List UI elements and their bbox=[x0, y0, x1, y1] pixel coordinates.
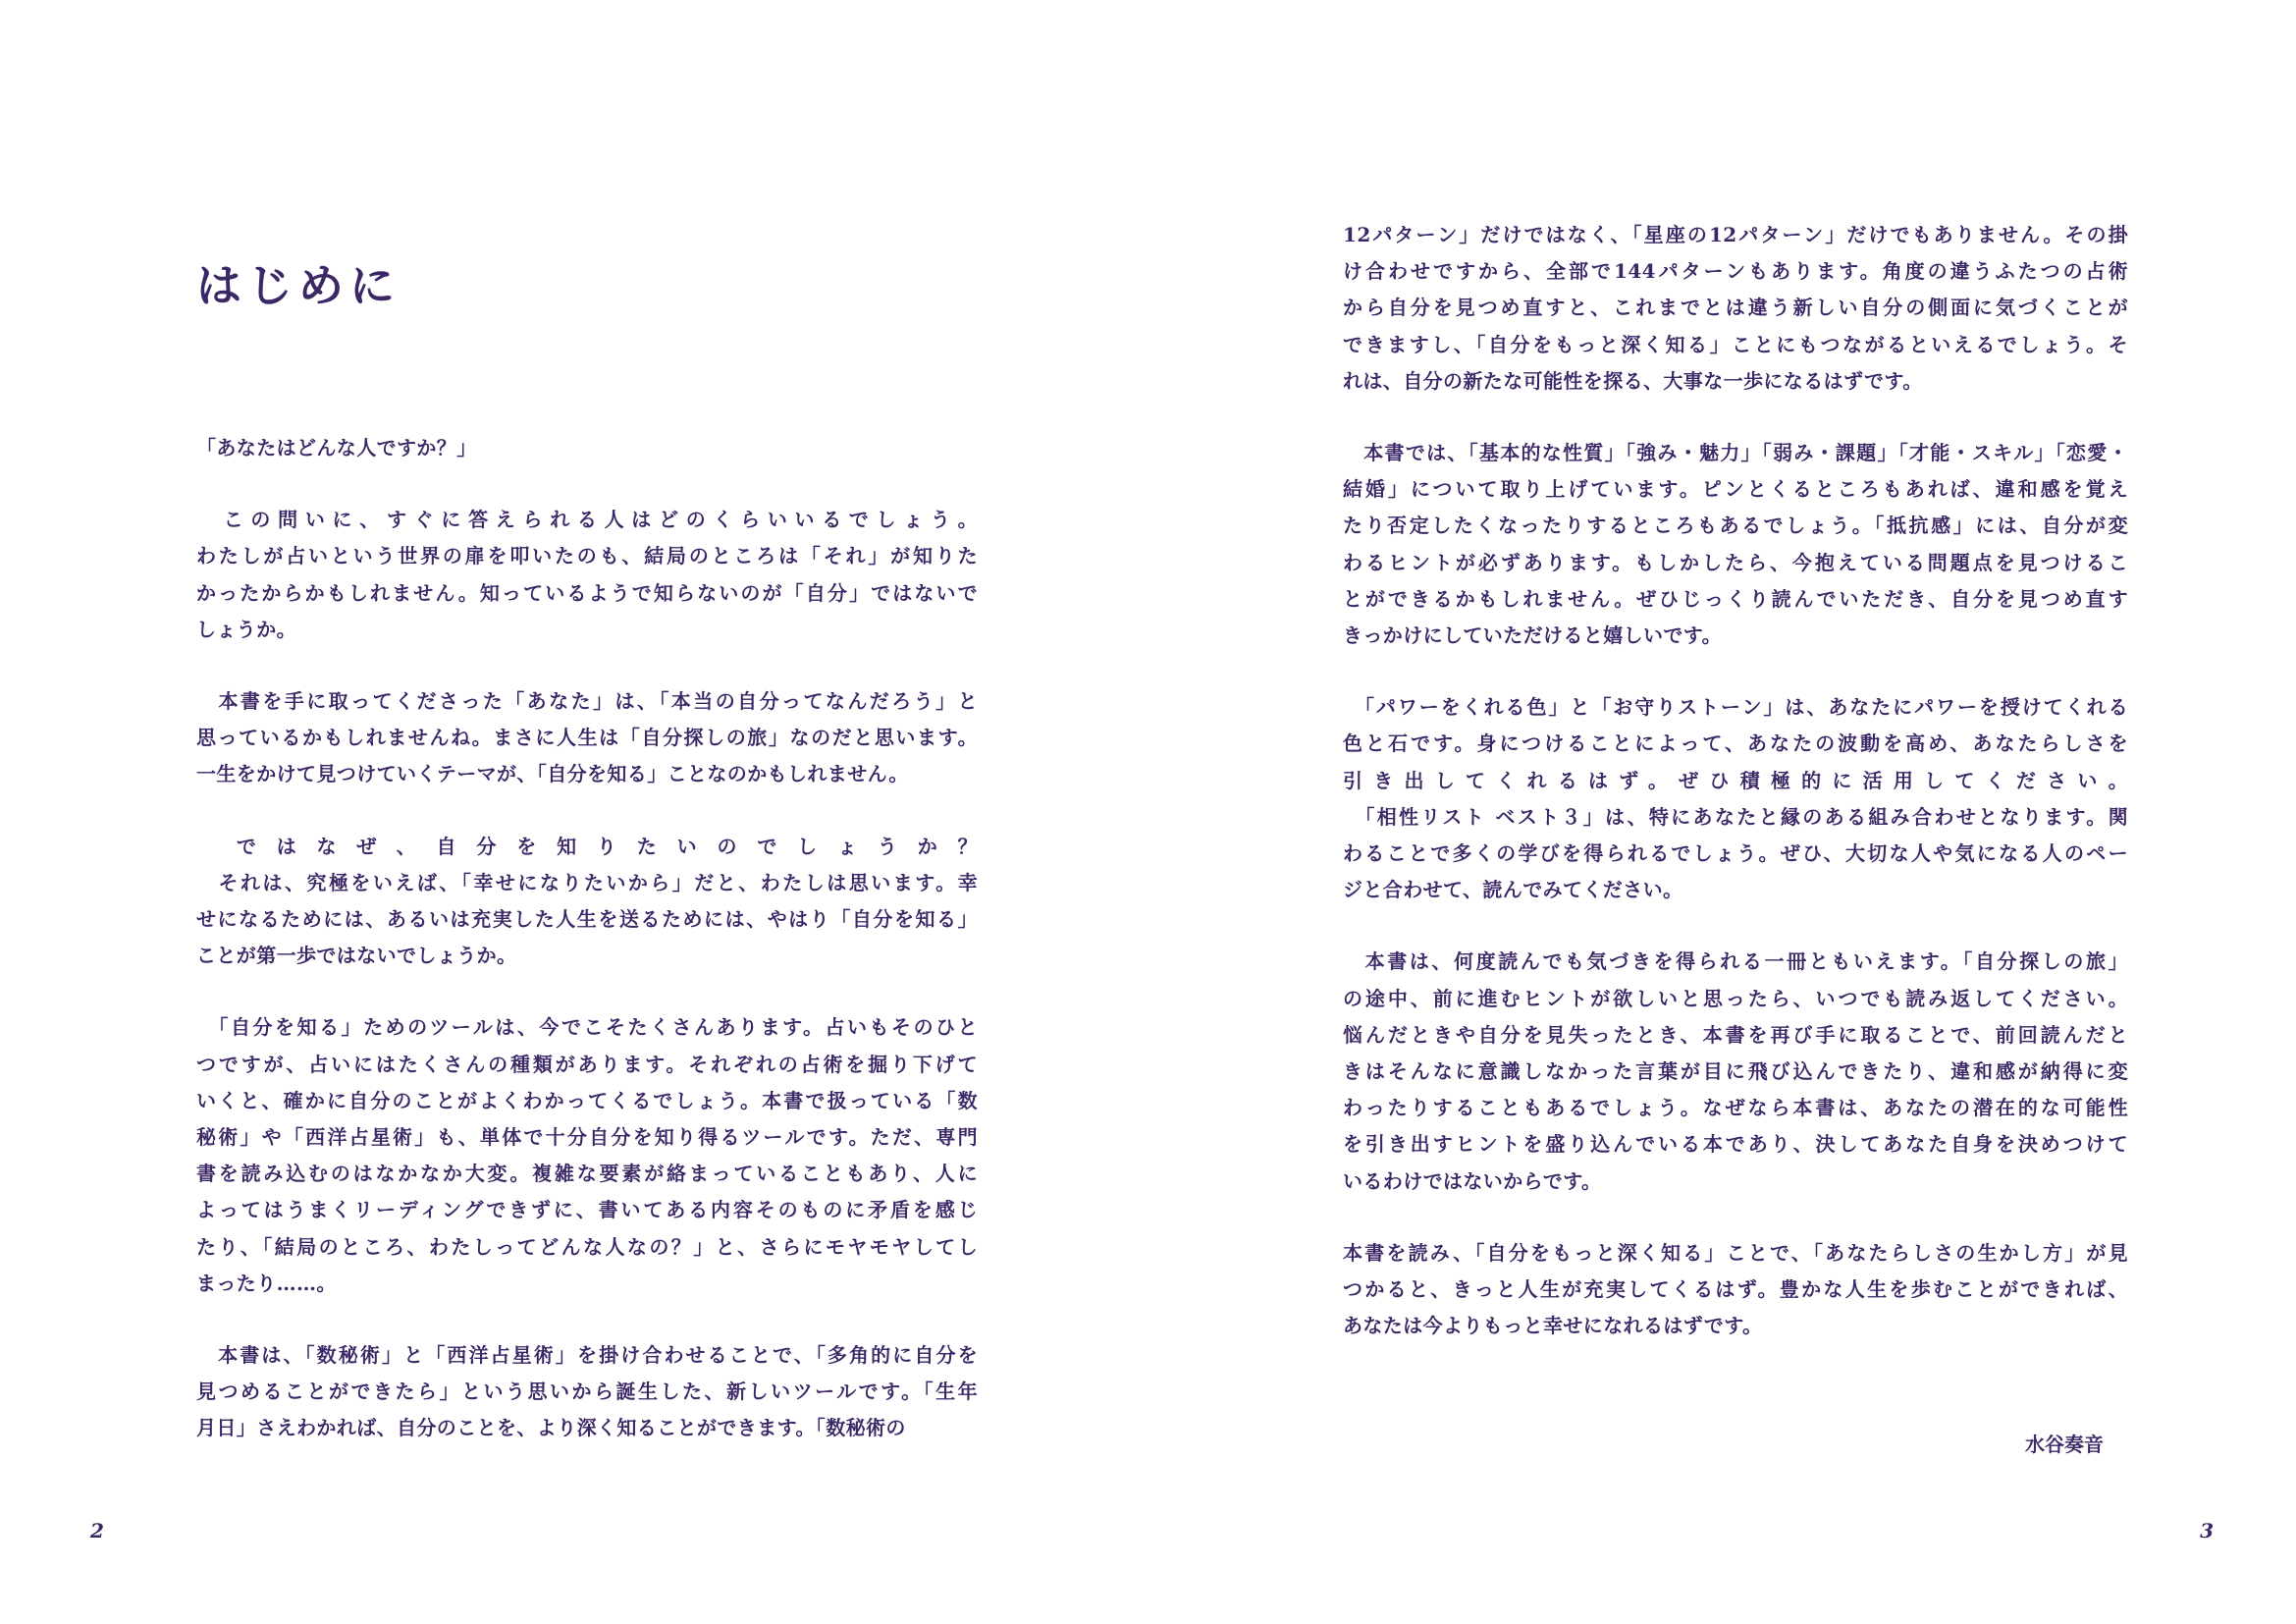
text-line: 一生をかけて見つけていくテーマが、「自分を知る」ことなのかもしれません。 bbox=[196, 762, 909, 786]
paragraph bbox=[1343, 689, 2128, 908]
text-line: わったりすることもあるでしょう。なぜなら本書は、あなたの潜在的な可能性 bbox=[1343, 1096, 2128, 1120]
text-line: 書を読み込むのはなかなか大変。複雑な要素が絡まっていることもあり、人に bbox=[196, 1162, 978, 1186]
text-line: しょうか。 bbox=[196, 617, 296, 641]
text-line: きっかけにしていただけると嬉しいです。 bbox=[1343, 623, 1722, 648]
text-line: 本書を手に取ってくださった「あなた」は、「本当の自分ってなんだろう」と bbox=[196, 689, 978, 714]
text-line: できますし、「自分をもっと深く知る」ことにもつながるといえるでしょう。そ bbox=[1343, 332, 2128, 356]
text-line: まったり……。 bbox=[196, 1271, 337, 1295]
text-line: わることで多くの学びを得られるでしょう。ぜひ、大切な人や気になる人のペー bbox=[1343, 841, 2128, 866]
text-line: 色と石です。身につけることによって、あなたの波動を高め、あなたらしさを bbox=[1343, 731, 2128, 756]
paragraph bbox=[1343, 435, 2128, 654]
paragraph bbox=[1343, 217, 2128, 400]
page-number-left: 2 bbox=[90, 1519, 104, 1543]
text-line: 「パワーをくれる色」と「お守りストーン」は、あなたにパワーを授けてくれる bbox=[1343, 695, 2128, 720]
text-line: いくと、確かに自分のことがよくわかってくるでしょう。本書で扱っている「数 bbox=[196, 1088, 978, 1112]
text-line: つですが、占いにはたくさんの種類があります。それぞれの占術を掘り下げて bbox=[196, 1052, 978, 1076]
text-line: 秘術」や「西洋占星術」も、単体で十分自分を知り得るツールです。ただ、専門 bbox=[196, 1125, 978, 1150]
paragraph bbox=[196, 430, 978, 466]
text-line: とができるかもしれません。ぜひじっくり読んでいただき、自分を見つめ直す bbox=[1343, 586, 2128, 611]
text-line: 月日」さえわかれば、自分のことを、より深く知ることができます。「数秘術の bbox=[196, 1416, 906, 1440]
text-line: たり否定したくなったりするところもあるでしょう。「抵抗感」には、自分が変 bbox=[1343, 514, 2128, 538]
right-body-text bbox=[1343, 217, 2128, 1380]
text-line: かったからかもしれません。知っているようで知らないのが「自分」ではないで bbox=[196, 580, 978, 605]
paragraph bbox=[1343, 1235, 2128, 1345]
text-line: 引き出してくれるはず。ぜひ積極的に活用してください。 bbox=[1343, 768, 2128, 792]
text-line: 思っているかもしれませんね。まさに人生は「自分探しの旅」なのだと思います。 bbox=[196, 726, 978, 750]
left-body-text bbox=[196, 430, 978, 1483]
paragraph bbox=[196, 1337, 978, 1447]
text-line: 「あなたはどんな人ですか？」 bbox=[196, 436, 477, 460]
text-line: 「自分を知る」ためのツールは、今でこそたくさんあります。占いもそのひと bbox=[196, 1015, 978, 1040]
text-line: れは、自分の新たな可能性を探る、大事な一歩になるはずです。 bbox=[1343, 368, 1923, 393]
paragraph bbox=[196, 502, 978, 648]
text-line: から自分を見つめ直すと、これまでとは違う新しい自分の側面に気づくことが bbox=[1343, 296, 2128, 320]
text-line: わたしが占いという世界の扉を叩いたのも、結局のところは「それ」が知りた bbox=[196, 544, 978, 568]
right-page bbox=[1148, 0, 2296, 1624]
text-line: 本書を読み、「自分をもっと深く知る」ことで、「あなたらしさの生かし方」が見 bbox=[1343, 1240, 2128, 1265]
text-line: あなたは今よりもっと幸せになれるはずです。 bbox=[1343, 1314, 1763, 1338]
text-line: 「相性リスト ベスト３」は、特にあなたと縁のある組み合わせとなります。関 bbox=[1343, 804, 2128, 829]
text-line: 結婚」について取り上げています。ピンとくるところもあれば、違和感を覚え bbox=[1343, 477, 2128, 502]
author-signature: 水谷奏音 bbox=[2025, 1433, 2104, 1456]
paragraph bbox=[196, 1009, 978, 1302]
text-line: 本書では、「基本的な性質」「強み・魅力」「弱み・課題」「才能・スキル」「恋愛・ bbox=[1343, 441, 2128, 465]
page-title: はじめに bbox=[196, 259, 400, 312]
text-line: ことが第一歩ではないでしょうか。 bbox=[196, 944, 517, 968]
text-line: せになるためには、あるいは充実した人生を送るためには、やはり「自分を知る」 bbox=[196, 907, 978, 932]
text-line: たり、「結局のところ、わたしってどんな人なの？」と、さらにモヤモヤしてし bbox=[196, 1234, 978, 1259]
text-line: わるヒントが必ずあります。もしかしたら、今抱えている問題点を見つけるこ bbox=[1343, 550, 2128, 574]
page-number-right: 3 bbox=[2200, 1519, 2214, 1543]
text-line: この問いに、すぐに答えられる人はどのくらいいるでしょう。 bbox=[196, 508, 978, 532]
text-line: け合わせですから、全部で144パターンもあります。角度の違うふたつの占術 bbox=[1343, 259, 2128, 284]
text-line: 悩んだときや自分を見失ったとき、本書を再び手に取ることで、前回読んだと bbox=[1343, 1022, 2128, 1047]
text-line: つかると、きっと人生が充実してくるはず。豊かな人生を歩むことができれば、 bbox=[1343, 1277, 2128, 1302]
text-line: きはそんなに意識しなかった言葉が目に飛び込んできたり、違和感が納得に変 bbox=[1343, 1059, 2128, 1084]
text-line: 12パターン」だけではなく、「星座の12パターン」だけでもありません。その掛 bbox=[1343, 223, 2128, 246]
text-line: ではなぜ、自分を知りたいのでしょうか？ bbox=[196, 834, 978, 858]
text-line: 見つめることができたら」という思いから誕生した、新しいツールです。「生年 bbox=[196, 1380, 978, 1404]
text-line: それは、究極をいえば、「幸せになりたいから」だと、わたしは思います。幸 bbox=[196, 870, 978, 894]
text-line: を引き出すヒントを盛り込んでいる本であり、決してあなた自身を決めつけて bbox=[1343, 1132, 2128, 1157]
text-line: ジと合わせて、読んでみてください。 bbox=[1343, 878, 1683, 902]
text-line: 本書は、何度読んでも気づきを得られる一冊ともいえます。「自分探しの旅」 bbox=[1343, 949, 2128, 974]
paragraph bbox=[1343, 944, 2128, 1199]
text-line: よってはうまくリーディングできずに、書いてある内容そのものに矛盾を感じ bbox=[196, 1198, 978, 1222]
paragraph bbox=[196, 829, 978, 975]
text-line: の途中、前に進むヒントが欲しいと思ったら、いつでも読み返してください。 bbox=[1343, 986, 2128, 1010]
text-line: 本書は、「数秘術」と「西洋占星術」を掛け合わせることで、「多角的に自分を bbox=[196, 1343, 978, 1368]
text-line: いるわけではないからです。 bbox=[1343, 1168, 1602, 1193]
paragraph bbox=[196, 683, 978, 793]
